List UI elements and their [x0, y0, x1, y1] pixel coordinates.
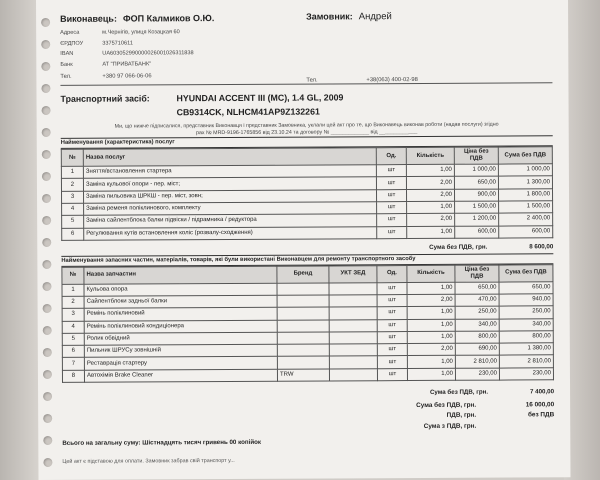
col-header: Ціна без ПДВ [454, 147, 498, 164]
cell-code [329, 356, 377, 369]
cell-qty: 1,00 [407, 307, 455, 320]
col-header: Назва запчастин [84, 266, 277, 284]
cell-unit: шт [377, 282, 407, 294]
hole [42, 216, 51, 225]
subtotal-label: Сума без ПДВ, грн. [429, 243, 488, 251]
cell-qty: 1,00 [407, 368, 455, 381]
footer-note: Цей акт є підставою для оплати. Замовник забрав свій транспорт у... [62, 457, 235, 465]
col-header: Бренд [277, 266, 329, 283]
cell-brand [277, 356, 329, 369]
vehicle-plate-vin: CB9314CK, NLHCM41AP9Z132261 [176, 106, 320, 118]
table-row [62, 225, 553, 240]
hole [43, 326, 52, 335]
cell-name: Ремінь поліклиновий кондиціонера [84, 320, 277, 333]
requisite-key: Адреса [60, 30, 80, 37]
hole [43, 392, 52, 401]
cell-num: 8 [62, 370, 84, 382]
cell-num: 2 [62, 296, 84, 308]
cell-name: Сайлентблоки задньої балки [84, 295, 277, 308]
hole [42, 282, 51, 291]
cell-num: 5 [62, 216, 84, 228]
cell-unit: шт [377, 344, 407, 356]
hole [42, 194, 51, 203]
hole [41, 18, 50, 27]
cell-qty: 1,00 [407, 201, 455, 214]
cell-sum: 2 400,00 [499, 213, 553, 226]
total-row [62, 420, 554, 433]
cell-qty: 1,00 [407, 226, 455, 239]
note-text: рах № MRD-9196-1765856 від 23.10.24 та договору № [195, 129, 330, 136]
cell-price: 2 810,00 [455, 356, 499, 369]
services-table [61, 146, 553, 240]
cell-num: 6 [62, 345, 84, 357]
cell-qty: 2,00 [407, 294, 455, 307]
hole [42, 106, 51, 115]
cell-code [329, 368, 377, 381]
hole [41, 62, 50, 71]
requisite-value: м.Чернігів, улиця Козацкая 60 [102, 29, 180, 37]
executor-requisites [60, 27, 300, 70]
vehicle-label: Транспортний засіб: [60, 93, 150, 104]
cell-name: Ремінь поліклиновий [84, 307, 277, 320]
col-header: Назва послуг [83, 148, 376, 167]
cell-sum: 1 380,00 [499, 343, 553, 356]
cell-name: Заміна сайлентблока балки підвіски / підрамника / редуктора [84, 214, 377, 228]
parts-table [61, 264, 554, 383]
cell-name: Заміна пильовика ШРКШ - пер. міст, зовн; [84, 189, 377, 203]
customer-name: Андрей [358, 11, 392, 23]
cell-brand [277, 320, 329, 333]
requisite-key: IBAN [60, 51, 74, 58]
cell-qty: 2,00 [406, 189, 454, 202]
cell-sum: 600,00 [499, 225, 553, 238]
vehicle-line [60, 91, 552, 104]
total-label: Сума без ПДВ, грн. [416, 401, 477, 409]
cell-price: 1 200,00 [455, 213, 499, 226]
requisite-row [60, 58, 300, 70]
phone-label: Тел. [60, 74, 72, 81]
cell-num: 4 [62, 203, 84, 215]
cell-sum: 340,00 [499, 318, 553, 331]
cell-price: 650,00 [455, 282, 499, 295]
cell-code [329, 332, 377, 345]
hole [43, 436, 52, 445]
cell-name: Реставрація стартеру [84, 357, 277, 370]
cell-num: 2 [61, 179, 83, 191]
cell-sum: 230,00 [499, 368, 553, 381]
cell-unit: шт [377, 295, 407, 307]
cell-unit: шт [377, 202, 407, 214]
col-header: Кількість [407, 265, 455, 282]
cell-code [329, 295, 377, 308]
hole [42, 238, 51, 247]
cell-qty: 1,00 [406, 164, 454, 177]
cell-unit: шт [377, 226, 407, 238]
phone-value: +380 97 066-06-06 [102, 73, 152, 80]
cell-brand [277, 307, 329, 320]
note-line-2: рах № MRD-9196-1765856 від 23.10.24 та договору № _____________ від _____________ [195, 128, 418, 136]
cell-code [329, 307, 377, 320]
cell-price: 250,00 [455, 306, 499, 319]
hole [43, 304, 52, 313]
document-sheet [36, 0, 571, 480]
col-header: Ціна без ПДВ [455, 265, 499, 282]
cell-price: 340,00 [455, 319, 499, 332]
total-label: Сума з ПДВ, грн. [423, 422, 477, 430]
col-header: Кількість [406, 147, 454, 164]
subtotal-value: 8 600,00 [529, 243, 554, 251]
cell-name: Пильник ШРУСу зовнішній [84, 344, 277, 357]
cell-price: 1 000,00 [454, 164, 498, 177]
col-header: № [62, 267, 84, 284]
cell-qty: 1,00 [407, 319, 455, 332]
requisite-value: 3375710611 [102, 40, 133, 47]
phone-label: Тел. [306, 77, 318, 84]
cell-name: Кульова опора [84, 283, 277, 296]
grand-totals [62, 399, 554, 433]
cell-name: Заміна кульової опори - пер. міст; [83, 177, 376, 191]
cell-name: Ролик обвідний [84, 332, 277, 345]
phone-value: +38(063) 400-02-98 [366, 77, 418, 84]
cell-qty: 2,00 [407, 214, 455, 227]
cell-num: 3 [62, 191, 84, 203]
cell-num: 5 [62, 333, 84, 345]
cell-price: 230,00 [455, 368, 499, 381]
subtotal-label: Сума без ПДВ, грн. [429, 388, 489, 396]
cell-name: Зняття/встановлення стартера [83, 165, 376, 179]
hole [42, 128, 51, 137]
col-header: Од. [377, 265, 407, 282]
total-label: ПДВ, грн. [446, 411, 477, 420]
hole [41, 40, 50, 49]
cell-brand [277, 283, 329, 296]
cell-num: 1 [62, 284, 84, 296]
hole [42, 150, 51, 159]
cell-num: 4 [62, 321, 84, 333]
executor-name: ФОП Калмиков О.Ю. [122, 13, 215, 24]
hole [43, 370, 52, 379]
col-header: Сума без ПДВ [498, 147, 552, 164]
services-title: Найменування (характеристика) послуг [61, 136, 553, 149]
cell-price: 1 500,00 [455, 201, 499, 214]
cell-num: 3 [62, 309, 84, 321]
cell-price: 690,00 [455, 343, 499, 356]
cell-sum: 1 000,00 [498, 164, 552, 177]
cell-sum: 250,00 [499, 306, 553, 319]
cell-num: 7 [62, 358, 84, 370]
cell-sum: 940,00 [499, 294, 553, 307]
cell-unit: шт [377, 368, 407, 380]
cell-unit: шт [377, 214, 407, 226]
customer-line [306, 11, 392, 23]
cell-qty: 2,00 [406, 177, 454, 190]
cell-code [329, 319, 377, 332]
cell-price: 800,00 [455, 331, 499, 344]
services-subtotal [61, 243, 553, 253]
cell-price: 650,00 [454, 176, 498, 189]
hole [41, 84, 50, 93]
cell-qty: 1,00 [407, 356, 455, 369]
cell-name: Заміна ременя поліклинового, комплекту [84, 202, 377, 216]
cell-brand [277, 332, 329, 345]
cell-num: 1 [61, 166, 83, 178]
customer-label: Замовник: [306, 11, 353, 22]
cell-unit: шт [376, 177, 406, 189]
cell-price: 470,00 [455, 294, 499, 307]
cell-name: Автохімія Brake Cleaner [84, 369, 277, 382]
total-in-words: Всього на загальну суму: Шістнадцять тисяч гривень 00 копійок [62, 438, 262, 447]
col-header: Од. [376, 148, 406, 165]
cell-sum: 650,00 [499, 281, 553, 294]
cell-sum: 800,00 [499, 331, 553, 344]
background-left [0, 0, 40, 480]
cell-unit: шт [376, 189, 406, 201]
cell-unit: шт [377, 331, 407, 343]
cell-sum: 1 800,00 [498, 188, 552, 201]
requisite-key: ЄРДПОУ [60, 40, 84, 47]
total-value: без ПДВ [527, 411, 555, 419]
cell-name: Регулювання кутів встановлення коліс (розвалу-сходження) [84, 226, 377, 240]
cell-code [329, 344, 377, 357]
cell-qty: 2,00 [407, 343, 455, 356]
parts-title: Найменування запасних частин, матеріалів, товарів, які були використані Виконавцем для ремонту транспортного засобу [61, 253, 553, 266]
cell-sum: 1 300,00 [498, 176, 552, 189]
cell-unit: шт [377, 307, 407, 319]
hole [43, 458, 52, 467]
executor-label: Виконавець: [60, 13, 117, 24]
agreement-note [61, 122, 553, 138]
hole [42, 172, 51, 181]
col-header: УКТ ЗЕД [329, 265, 377, 282]
hole [43, 414, 52, 423]
note-line: Ми, що нижче підписалися, представник Виконавця і представник Замовника, уклали цей акт про те, що Виконавець виконав роботи (надав послуги) згідно [114, 121, 499, 130]
table-row [62, 368, 553, 383]
cell-unit: шт [377, 356, 407, 368]
cell-price: 600,00 [455, 226, 499, 239]
cell-code [329, 282, 377, 295]
perforation-holes [41, 0, 56, 480]
subtotal-value: 7 400,00 [529, 388, 555, 396]
requisite-value: UA603052990000026001026311838 [102, 50, 194, 58]
cell-brand [277, 295, 329, 308]
cell-unit: шт [376, 165, 406, 177]
requisite-value: АТ "ПРИВАТБАНК" [102, 61, 152, 68]
total-value: 16 000,00 [525, 401, 555, 409]
col-header: Сума без ПДВ [499, 264, 553, 281]
cell-unit: шт [377, 319, 407, 331]
hole [43, 348, 52, 357]
cell-num: 6 [62, 228, 84, 240]
cell-qty: 1,00 [407, 331, 455, 344]
cell-sum: 1 500,00 [499, 201, 553, 214]
requisite-key: Банк [60, 61, 73, 68]
cell-brand: TRW [277, 369, 329, 382]
cell-qty: 1,00 [407, 282, 455, 295]
customer-phone [306, 77, 417, 84]
cell-brand [277, 344, 329, 357]
parts-subtotal [62, 388, 554, 398]
hole [42, 260, 51, 269]
cell-price: 900,00 [454, 189, 498, 202]
cell-sum: 2 810,00 [499, 355, 553, 368]
vehicle-model: HYUNDAI ACCENT III (MC), 1.4 GL, 2009 [176, 92, 344, 104]
col-header: № [61, 149, 83, 166]
note-text: від [370, 129, 378, 136]
